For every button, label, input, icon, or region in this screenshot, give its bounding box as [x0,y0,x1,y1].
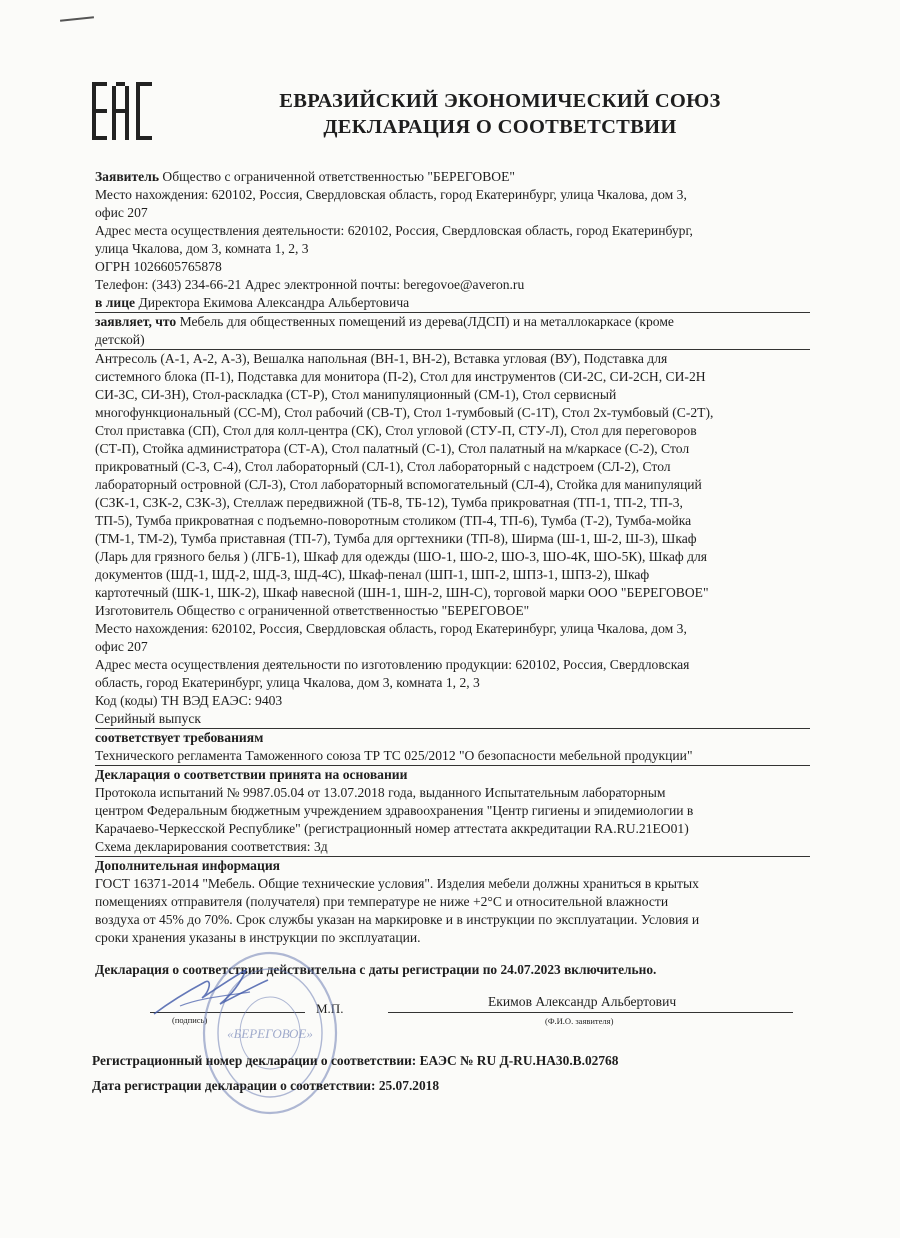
pen-mark [60,16,94,22]
applicant-location-1: Место нахождения: 620102, Россия, Свердловская область, город Екатеринбург, улица Чкалова, дом 3, [95,187,687,202]
basis-line: центром Федеральным бюджетным учреждением здравоохранения "Центр гигиены и эпидемиологии в [95,803,694,818]
product-item: Стол приставка (СП), Стол для колл-центра (СК), Стол угловой (СТУ-П, СТУ-Л), Стол для переговоров [95,423,697,438]
eac-logo-icon [92,82,154,140]
name-caption: (Ф.И.О. заявителя) [545,1016,614,1026]
product-item: ТП-5), Тумба прикроватная с подъемно-поворотным столиком (ТП-4, ТП-6), Тумба (Т-2), Тумба-мойка [95,513,692,528]
technical-regulation: Технического регламента Таможенного союза ТР ТС 025/2012 "О безопасности мебельной продукции" [95,747,810,766]
additional-line: сроки хранения указаны в инструкции по эксплуатации. [95,930,421,945]
conforms-label-text: соответствует требованиям [95,730,264,745]
product-name-1: Мебель для общественных помещений из дерева(ЛДСП) и на металлокаркасе (кроме [176,314,674,329]
representative-name: Директора Екимова Александра Альбертовича [135,295,410,310]
applicant-location-2: офис 207 [95,205,148,220]
product-item: (ТМ-1, ТМ-2), Тумба приставная (ТП-7), Тумба для оргтехники (ТП-8), Ширма (Ш-1, Ш-2, Ш-3), Шкаф [95,531,697,546]
declares-line [95,313,810,331]
additional-line: помещениях отправителя (получателя) при температуре не ниже +2°С и относительной влажности [95,894,669,909]
product-item: СИ-3С, СИ-3Н), Стол-раскладка (СТ-Р), Стол манипуляционный (СМ-1), Стол сервисный [95,387,617,402]
seal-place-label: М.П. [316,1001,344,1016]
serial-production: Серийный выпуск [95,710,810,729]
basis-label-text: Декларация о соответствии принята на основании [95,767,408,782]
applicant-contacts: Телефон: (343) 234-66-21 Адрес электронной почты: beregovoe@averon.ru [95,277,525,292]
applicant-ogrn: ОГРН 1026605765878 [95,259,222,274]
product-item: (Ларь для грязного белья ) (ЛГБ-1), Шкаф для одежды (ШО-1, ШО-2, ШО-3, ШО-4К, ШО-5К), Шкаф для [95,549,708,564]
registration-number: Регистрационный номер декларации о соответствии: ЕАЭС № RU Д-RU.НА30.В.02768 [92,1053,619,1068]
product-item: документов (ШД-1, ШД-2, ШД-3, ШД-4С), Шкаф-пенал (ШП-1, ШП-2, ШПЗ-1, ШПЗ-2), Шкаф [95,567,650,582]
additional-line: ГОСТ 16371-2014 "Мебель. Общие технические условия". Изделия мебели должны храниться в крытых [95,876,699,891]
validity-statement: Декларация о соответствии действительна с даты регистрации по 24.07.2023 включительно. [95,962,657,977]
signatory-name: Екимов Александр Альбертович [488,994,677,1009]
product-item: картотечный (ШК-1, ШК-2), Шкаф навесной (ШН-1, ШН-2, ШН-С), торговой марки ООО "БЕРЕГОВОЕ" [95,585,709,600]
registration-date: Дата регистрации декларации о соответствии: 25.07.2018 [92,1078,440,1093]
name-line [388,1012,793,1013]
product-name-2: детской) [95,331,810,350]
manufacturer: Изготовитель Общество с ограниченной ответственностью "БЕРЕГОВОЕ" [95,603,530,618]
title-line-1: ЕВРАЗИЙСКИЙ ЭКОНОМИЧЕСКИЙ СОЮЗ [279,90,721,112]
signature-caption: (подпись) [172,1015,208,1025]
product-item: многофункциональный (СС-М), Стол рабочий (СВ-Т), Стол 1-тумбовый (С-1Т), Стол 2х-тумбовый (С-2Т), [95,405,714,420]
product-item: системного блока (П-1), Подставка для монитора (П-2), Стол для инструментов (СИ-2С, СИ-2СН, СИ-2Н [95,369,706,384]
product-item: (СЗК-1, СЗК-2, СЗК-3), Стеллаж передвижной (ТБ-8, ТБ-12), Тумба прикроватная (ТП-1, ТП-2, ТП-3, [95,495,683,510]
applicant-label: Заявитель [95,169,160,184]
representative-label: в лице [95,295,136,310]
basis-label [95,766,810,784]
applicant-name: Общество с ограниченной ответственностью "БЕРЕГОВОЕ" [159,169,515,184]
basis-line: Протокола испытаний № 9987.05.04 от 13.07.2018 года, выданного Испытательным лабораторным [95,785,666,800]
eac-logo [92,82,154,145]
manufacturer-location-2: офис 207 [95,639,148,654]
title-line-2: ДЕКЛАРАЦИЯ О СООТВЕТСТВИИ [323,116,677,138]
document-title [200,88,800,140]
additional-label-text: Дополнительная информация [95,858,281,873]
product-item: (СТ-П), Стойка администратора (СТ-А), Стол палатный (С-1), Стол палатный на м/каркасе (С-2), Стол [95,441,690,456]
declaration-body [95,168,810,947]
declaration-scheme: Схема декларирования соответствия: 3д [95,838,810,857]
applicant-activity-2: улица Чкалова, дом 3, комната 1, 2, 3 [95,241,309,256]
manufacturer-activity-2: область, город Екатеринбург, улица Чкалова, дом 3, комната 1, 2, 3 [95,675,480,690]
product-item: лабораторный островной (СЛ-3), Стол лабораторный вспомогательный (СЛ-4), Стойка для манипуляций [95,477,702,492]
signature-icon [150,962,290,1022]
stamp-text: «БЕРЕГОВОЕ» [227,1026,313,1041]
basis-line: Карачаево-Черкесской Республике" (регистрационный номер аттестата аккредитации RA.RU.21ЕО01) [95,821,689,836]
declares-label: заявляет, что [95,314,177,329]
additional-line: воздуха от 45% до 70%. Срок службы указан на маркировке и в инструкции по эксплуатации. Условия и [95,912,700,927]
tn-ved-code: Код (коды) ТН ВЭД ЕАЭС: 9403 [95,693,283,708]
conforms-label [95,729,810,747]
handwritten-signature [150,962,290,1027]
product-item: Антресоль (А-1, А-2, А-3), Вешалка напольная (ВН-1, ВН-2), Вставка угловая (ВУ), Подставка для [95,351,668,366]
applicant-line [95,168,810,186]
additional-label [95,857,810,875]
applicant-activity-1: Адрес места осуществления деятельности: 620102, Россия, Свердловская область, город Екатеринбург, [95,223,693,238]
representative-line [95,294,810,313]
product-item: прикроватный (С-3, С-4), Стол лабораторный (СЛ-1), Стол лабораторный с надстроем (СЛ-2), Стол [95,459,671,474]
manufacturer-location-1: Место нахождения: 620102, Россия, Свердловская область, город Екатеринбург, улица Чкалова, дом 3, [95,621,687,636]
manufacturer-activity-1: Адрес места осуществления деятельности по изготовлению продукции: 620102, Россия, Свердловская [95,657,690,672]
